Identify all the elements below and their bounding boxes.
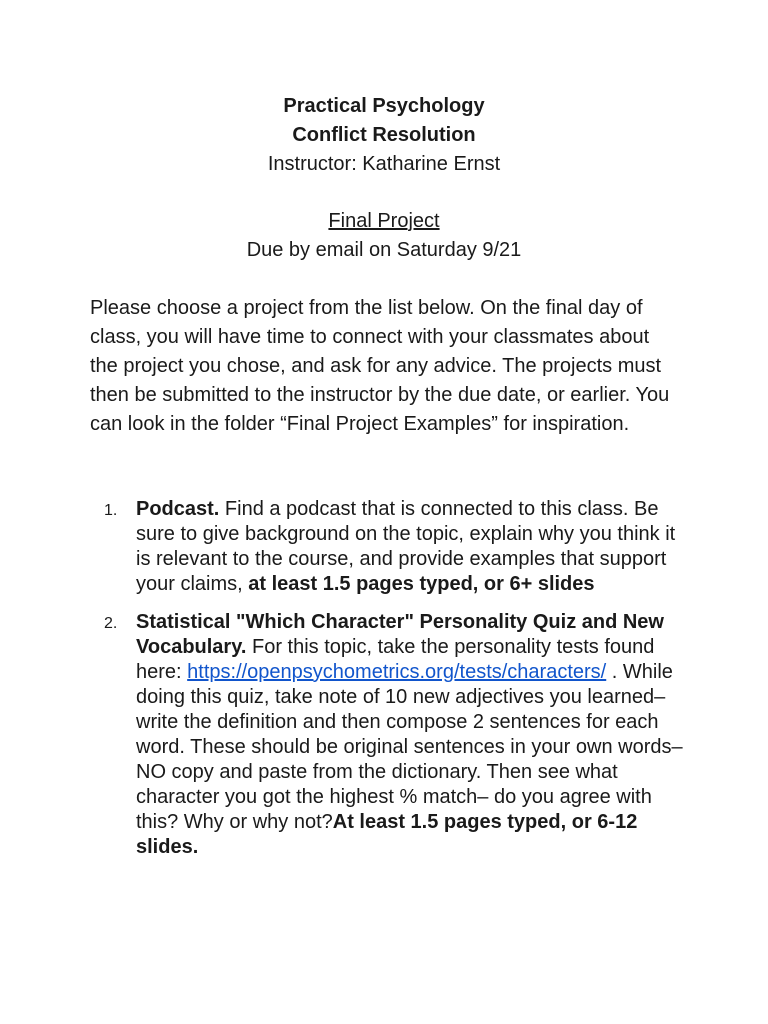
list-item (104, 497, 684, 597)
project-title-quiz: Statistical "Which Character" Personality Quiz and New Vocabulary. (136, 611, 664, 658)
intro-paragraph: Please choose a project from the list below. On the final day of class, you will have time to connect with your classmates about the project you chose, and ask for any advice. The projects must then be submitted to the instructor by the due date, or earlier. You can look in the folder “Final Project Examples” for inspiration. (90, 297, 670, 435)
project-title: Final Project (328, 210, 440, 232)
document-header (0, 92, 768, 265)
project-requirement: At least 1.5 pages typed, or 6-12 slides. (136, 811, 638, 858)
project-description-continued: . While doing this quiz, take note of 10 new adjectives you learned– write the definition and then compose 2 sentences for each word. These should be original sentences in your own words– NO copy and paste from the dictionary. Then see what character you got the highest % match– do you agree with this? Why or why not? (136, 661, 683, 833)
project-title-podcast: Podcast. (136, 498, 220, 520)
quiz-link[interactable]: https://openpsychometrics.org/tests/characters/ (187, 661, 607, 683)
course-title: Practical Psychology (283, 95, 485, 117)
project-list (104, 497, 684, 860)
instructor-line: Instructor: Katharine Ernst (267, 153, 501, 175)
course-topic: Conflict Resolution (292, 124, 476, 146)
list-number: 2. (104, 615, 118, 632)
project-description: For this topic, take the personality tests found here: (136, 636, 655, 683)
list-number: 1. (104, 502, 118, 519)
project-requirement: at least 1.5 pages typed, or 6+ slides (248, 573, 595, 595)
project-description: Find a podcast that is connected to this class. Be sure to give background on the topic, explain why you think it is relevant to the course, and provide examples that support your claims, (136, 498, 676, 595)
due-date: Due by email on Saturday 9/21 (246, 239, 522, 261)
list-item (104, 610, 684, 860)
